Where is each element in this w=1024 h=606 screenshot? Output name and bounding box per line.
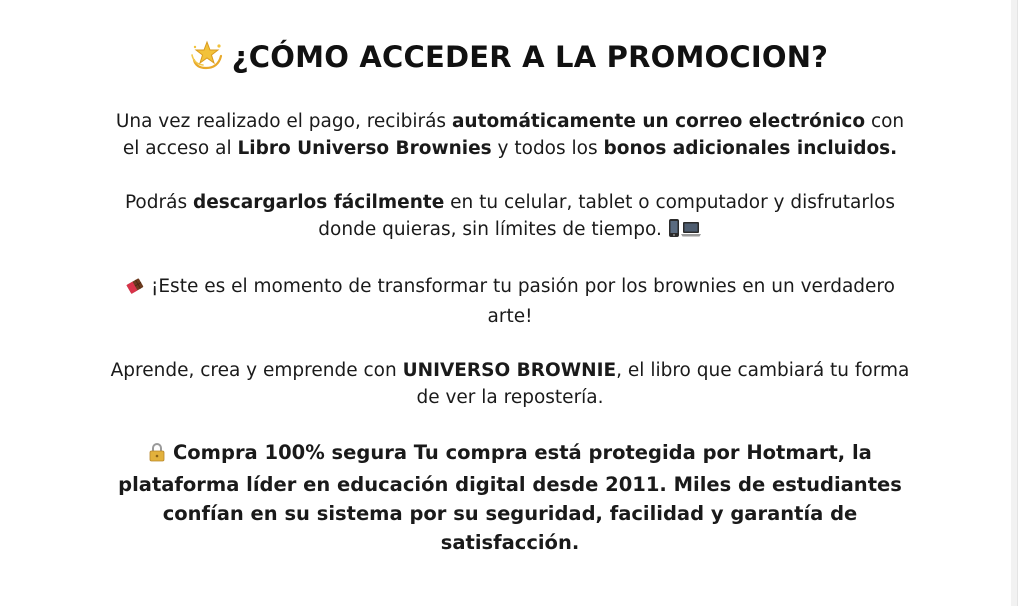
text-span: Podrás xyxy=(124,192,193,213)
bold-span: bonos adicionales incluidos. xyxy=(603,138,898,159)
right-edge-strip xyxy=(1011,0,1017,606)
paragraph-learn xyxy=(110,357,910,411)
text-span: en tu celular, tablet o computador y disfrutarlos donde quieras, sin límites de tiempo. xyxy=(318,192,896,240)
paragraph-secure-purchase xyxy=(110,438,910,557)
text-span: y todos los xyxy=(491,138,604,159)
page-title: ¿CÓMO ACCEDER A LA PROMOCION? xyxy=(231,40,829,74)
bold-span: Libro Universo Brownies xyxy=(237,138,492,159)
paragraph-transform xyxy=(110,273,910,330)
bold-span: automáticamente un correo electrónico xyxy=(451,111,866,132)
content-body xyxy=(110,108,910,557)
chocolate-bar-icon xyxy=(125,276,145,303)
mobile-phone-icon xyxy=(668,218,680,246)
text-span: Aprende, crea y emprende con xyxy=(110,360,403,381)
bold-span: descargarlos fácilmente xyxy=(192,192,445,213)
text-span: Una vez realizado el pago, recibirás xyxy=(115,111,452,132)
paragraph-download xyxy=(110,189,910,246)
paragraph-access xyxy=(110,108,910,162)
dizzy-star-icon xyxy=(190,38,224,72)
laptop-icon xyxy=(680,219,702,246)
bold-span: UNIVERSO BROWNIE xyxy=(402,360,617,381)
lock-icon xyxy=(148,441,166,470)
heading xyxy=(0,40,1018,74)
text-span: ¡Este es el momento de transformar tu pasión por los brownies en un verdadero arte! xyxy=(150,276,895,327)
text-span: con el acceso al xyxy=(122,111,905,159)
text-span: Compra 100% segura Tu compra está protegida por Hotmart, la plataforma líder en educación digital desde 2011. Miles de estudiantes confían en su sistema por su seguridad, facilidad y garantía de satisfacción. xyxy=(118,441,902,554)
text-span: , el libro que cambiará tu forma de ver la repostería. xyxy=(416,360,910,408)
